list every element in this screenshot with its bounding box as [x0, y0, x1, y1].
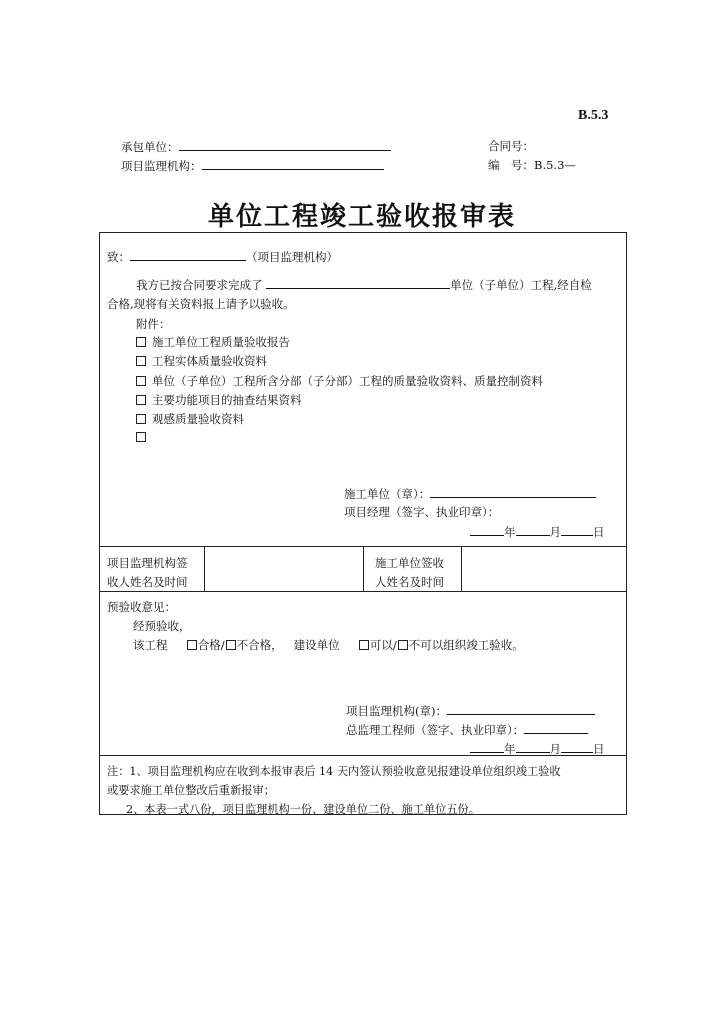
body-line-1 [136, 276, 592, 293]
sign-unit-field[interactable] [430, 485, 596, 498]
supervisor-label: 项目监理机构： [121, 159, 202, 173]
month-field[interactable] [516, 523, 550, 536]
date-row [470, 523, 605, 540]
project-name-field[interactable] [266, 276, 450, 289]
vline-2 [363, 546, 364, 591]
option-pass-label: 合格/ [197, 638, 225, 652]
month-label: 月 [549, 742, 561, 756]
page-title: 单位工程竣工验收报审表 [207, 202, 516, 232]
attachments-label: 附件： [136, 317, 171, 331]
vline-3 [461, 546, 462, 591]
checkbox[interactable] [136, 376, 146, 386]
day-field[interactable] [561, 740, 593, 753]
sign-org-row [346, 702, 595, 719]
year-label: 年 [504, 525, 516, 539]
year-field[interactable] [470, 523, 504, 536]
note-line-3: 2、本表一式八份，项目监理机构一份、建设单位二份、施工单位五份。 [126, 803, 480, 816]
contractor-row [121, 138, 391, 155]
attachment-item [136, 373, 543, 389]
option-can-label: 可以/ [369, 638, 397, 652]
attachment-label: 主要功能项目的抽查结果资料 [152, 393, 302, 407]
sign-engineer-label: 总监理工程师（签字、执业印章）： [346, 723, 525, 737]
checkbox-can[interactable] [359, 640, 369, 650]
option-fail-label: 不合格， [236, 638, 283, 652]
attachment-item [136, 353, 267, 369]
note-line-2: 或要求施工单位整改后重新报审； [107, 784, 275, 797]
sign-org-label: 项目监理机构(章)： [346, 704, 447, 718]
owner-text: 建设单位 [293, 638, 340, 652]
year-field[interactable] [470, 740, 504, 753]
pre-acceptance-heading: 预验收意见： [107, 600, 176, 614]
checkbox-fail[interactable] [226, 640, 236, 650]
checkbox[interactable] [136, 414, 146, 424]
checkbox[interactable] [136, 337, 146, 347]
supervisor-row [121, 157, 384, 174]
sign-engineer-field[interactable] [524, 721, 588, 734]
divider-bottom-receipt [100, 591, 626, 592]
date-row-2 [470, 740, 605, 757]
project-text: 该工程 [133, 638, 168, 652]
receipt-sup-label-2: 收人姓名及时间 [107, 575, 188, 589]
month-label: 月 [549, 525, 561, 539]
year-label: 年 [504, 742, 516, 756]
day-label: 日 [593, 742, 605, 756]
day-field[interactable] [561, 523, 593, 536]
pre-acceptance-line-2 [133, 637, 524, 653]
note-line-1: 注：1、项目监理机构应在收到本报审表后 14 天内签认预验收意见报建设单位组织竣工验收 [107, 765, 561, 778]
sign-engineer-row [346, 721, 588, 738]
attachment-item [136, 334, 290, 350]
serial-label: 编 号： [488, 158, 534, 172]
checkbox[interactable] [136, 356, 146, 366]
serial-row [488, 157, 576, 173]
form-code: B.5.3 [578, 108, 609, 123]
to-row [107, 248, 338, 265]
contractor-field[interactable] [179, 138, 391, 151]
contractor-label: 承包单位： [121, 140, 179, 154]
to-prefix: 致： [107, 250, 130, 264]
vline-1 [204, 546, 205, 591]
attachment-label: 施工单位工程质量验收报告 [152, 335, 290, 349]
receipt-con-label-1: 施工单位签收 [375, 556, 444, 570]
sign-org-field[interactable] [447, 702, 595, 715]
form-table [99, 232, 627, 815]
attachment-item-blank [136, 430, 152, 444]
checkbox[interactable] [136, 395, 146, 405]
checkbox[interactable] [136, 432, 146, 442]
checkbox-pass[interactable] [187, 640, 197, 650]
serial-value: B.5.3— [534, 158, 576, 172]
to-suffix: （项目监理机构） [246, 250, 338, 264]
attachment-label: 工程实体质量验收资料 [152, 354, 267, 368]
body-line-2: 合格,现将有关资料报上请予以验收。 [107, 297, 295, 311]
contract-no-label: 合同号： [488, 139, 534, 153]
to-field[interactable] [130, 248, 246, 261]
body-text-b: 单位（子单位）工程,经自检 [450, 278, 592, 292]
body-text-a: 我方已按合同要求完成了 [136, 278, 263, 292]
checkbox-cannot[interactable] [398, 640, 408, 650]
supervisor-field[interactable] [202, 157, 384, 170]
receipt-sup-label-1: 项目监理机构签 [107, 556, 188, 570]
month-field[interactable] [516, 740, 550, 753]
day-label: 日 [593, 525, 605, 539]
sign-unit-row [344, 485, 596, 502]
attachment-label: 观感质量验收资料 [152, 412, 244, 426]
sign-manager-label: 项目经理（签字、执业印章）： [344, 505, 500, 519]
receipt-con-label-2: 人姓名及时间 [375, 575, 444, 589]
option-cannot-label: 不可以组织竣工验收。 [408, 638, 524, 652]
sign-unit-label: 施工单位（章）： [344, 487, 431, 501]
attachment-label: 单位（子单位）工程所含分部（子分部）工程的质量验收资料、质量控制资料 [152, 374, 543, 388]
pre-acceptance-line-1: 经预验收， [133, 619, 191, 633]
attachment-item [136, 392, 302, 408]
attachment-item [136, 411, 244, 427]
